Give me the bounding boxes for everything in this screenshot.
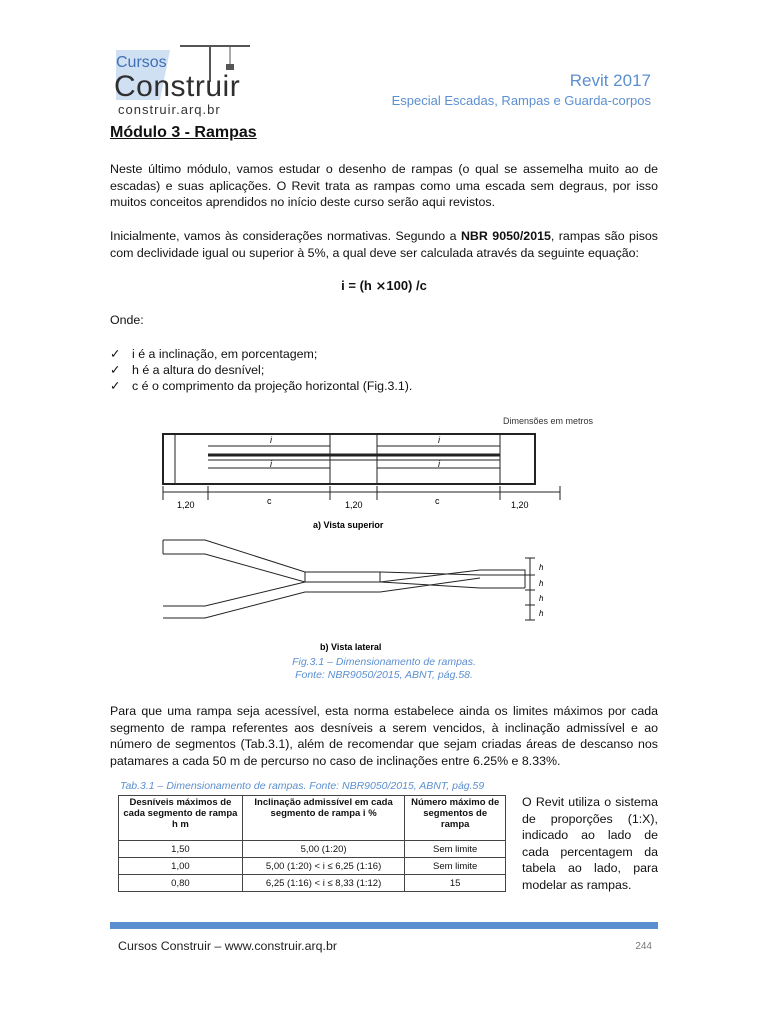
dim-label: 1,20 [511,500,529,510]
list-item: ✓ h é a altura do desnível; [110,363,265,377]
label-i: i [270,435,272,445]
table-row: 0,80 6,25 (1:16) < i ≤ 8,33 (1:12) 15 [119,875,506,892]
side-view [163,540,535,620]
dim-label: c [267,496,272,506]
footer-divider [110,922,658,929]
norm-reference: NBR 9050/2015 [460,229,551,243]
units-label: Dimensões em metros [503,416,594,426]
dim-label: c [435,496,440,506]
paragraph-acessivel: Para que uma rampa seja acessível, esta norma estabelece ainda os limites máximos por cada segmento de rampa referentes aos desníveis a serem vencidos, à inclinação admissível e ao número de segmentos (Tab.3.1), além de recomendar que sejam criadas áreas de descanso nos patamares a cada 50 m de percurso no caso de inclinações entre 6.25% e 8.33%. [110,704,658,768]
column-header: Desníveis máximos de cada segmento de rampa h m [119,796,243,841]
label-i: i [270,459,272,469]
checkmark-icon: ✓ [110,347,121,361]
label-h: h [539,609,544,618]
table-row: 1,50 5,00 (1:20) Sem limite [119,841,506,858]
table-row: 1,00 5,00 (1:20) < i ≤ 6,25 (1:16) Sem limite [119,858,506,875]
list-item: ✓ i é a inclinação, em porcentagem; [110,347,318,361]
column-header: Número máximo de segmentos de rampa [405,796,506,841]
label-h: h [539,594,544,603]
view-side-label: b) Vista lateral [320,642,382,652]
checkmark-icon: ✓ [110,363,121,377]
label-h: h [539,563,544,572]
top-view [163,434,560,500]
logo-url: construir.arq.br [118,102,221,117]
footer-text: Cursos Construir – www.construir.arq.br [118,939,337,953]
header-subtitle: Especial Escadas, Rampas e Guarda-corpos [391,93,651,108]
module-title: Módulo 3 - Rampas [110,124,257,141]
header-title: Revit 2017 [569,71,651,90]
logo-construir: Construir [114,70,241,103]
table-caption: Tab.3.1 – Dimensionamento de rampas. Fonte: NBR9050/2015, ABNT, pág.59 [120,780,485,792]
column-header: Inclinação admissível em cada segmento de rampa i % [242,796,405,841]
logo-cursos: Cursos [116,54,167,71]
checkmark-icon: ✓ [110,379,121,393]
figure-source: Fonte: NBR9050/2015, ABNT, pág.58. [295,669,473,681]
figure-caption: Fig.3.1 – Dimensionamento de rampas. [292,656,476,668]
list-item: ✓ c é o comprimento da projeção horizontal (Fig.3.1). [110,379,413,393]
page-number: 244 [635,941,652,952]
label-i: i [438,435,440,445]
definitions-list [110,346,412,394]
ramp-table [118,795,506,892]
paragraph-intro: Neste último módulo, vamos estudar o desenho de rampas (o qual se assemelha muito ao de escadas) e suas aplicações. O Revit trata as rampas como uma escada sem degraus, por isso muitos conceitos aprendidos no início deste curso serão aqui revistos. [110,162,658,209]
label-h: h [539,579,544,588]
paragraph-normativas: Inicialmente, vamos às considerações normativas. Segundo a NBR 9050/2015, rampas são pisos com declividade igual ou superior à 5%, a qual deve ser calculada através da seguinte equação: [110,229,658,260]
table-header-row [119,796,506,841]
dim-label: 1,20 [345,500,363,510]
ramp-diagram [155,410,625,660]
label-i: i [438,459,440,469]
logo [110,42,260,117]
view-top-label: a) Vista superior [313,520,384,530]
onde-label: Onde: [110,313,144,327]
dim-label: 1,20 [177,500,195,510]
equation: i = (h ⨯100) /c [341,278,427,293]
side-note: O Revit utiliza o sistema de proporções (1:X), indicado ao lado de cada percentagem da tabela ao lado, para modelar as rampas. [522,795,658,892]
